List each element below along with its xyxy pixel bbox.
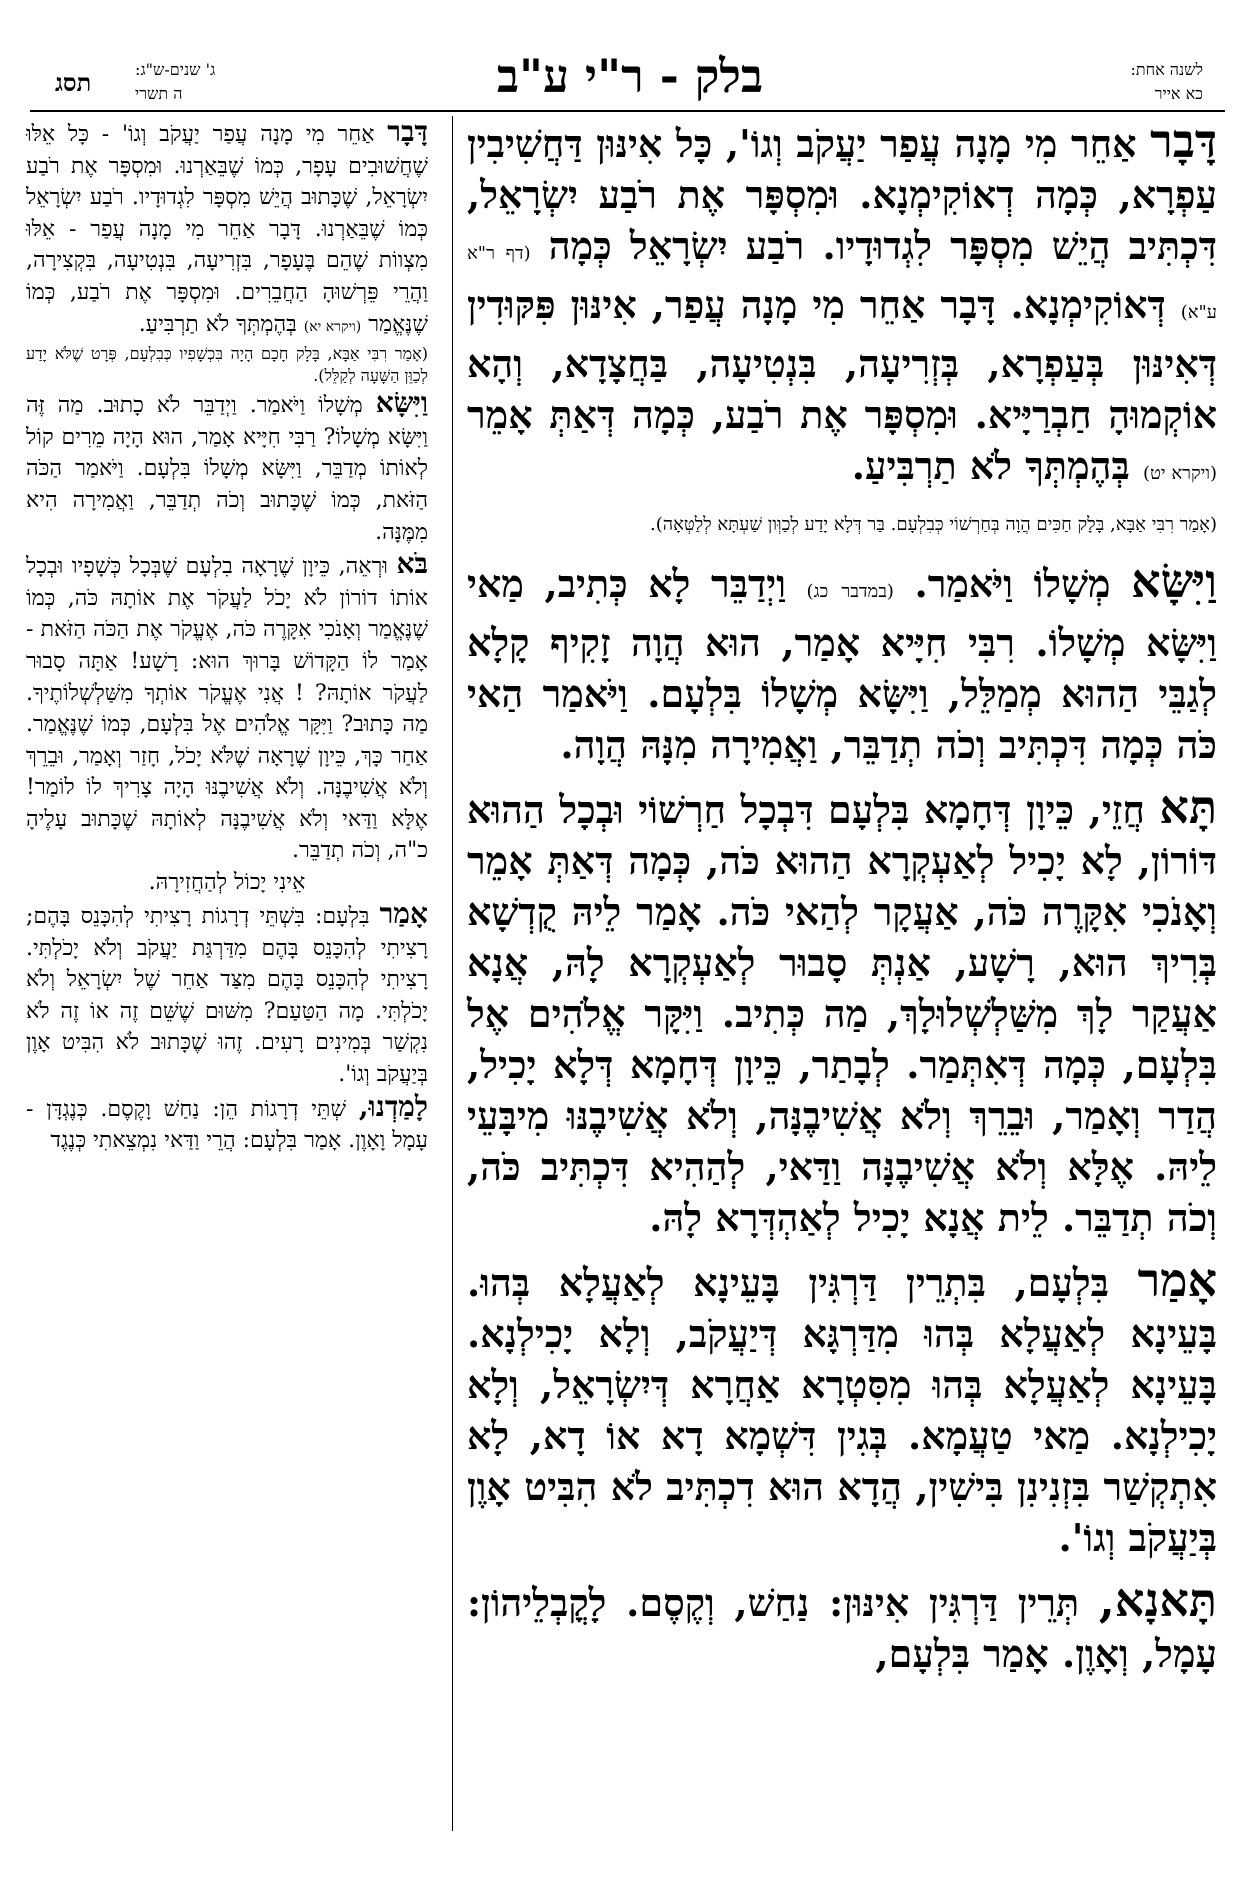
side-paragraph <box>26 387 428 548</box>
paragraph-lead-word: בֹּא <box>396 547 428 581</box>
paragraph-lead-word: דָּבָר <box>1150 114 1217 168</box>
source-reference: (ויקרא יט) <box>1143 463 1217 484</box>
source-reference: (ויקרא יא) <box>303 318 362 335</box>
reading-schedule-one-year <box>983 58 1203 106</box>
paragraph-text: אַחֵר מִי מָנָה עֲפַר יַעֲקֹב וְגוֹ' - כָּל אֵלּוּ שֶׁחֲשׁוּבִים עָפָר, כְּמוֹ שֶׁבֵּאַרְנוּ. וּמִסְפָּר אֶת רֹבַע יִשְׂרָאֵל, שֶׁכָּתוּב הֲיֵשׁ מִסְפָּר לִגְדוּדָיו. רֹבַע יִשְׂרָאֵל כְּמוֹ שֶׁבֵּאַרְנוּ. דָּבָר אַחֵר מִי מָנָה עֲפַר - אֵלּוּ מִצְווֹת שֶׁהֵם בֶּעָפָר, בִּזְרִיעָה, בִּנְטִיעָה, בִּקְצִירָה, וַהֲרֵי פֵּרְשׁוּהָ הַחֲבֵרִים. וּמִסְפָּר אֶת רֹבַע, כְּמוֹ שֶׁנֶּאֱמַר <box>26 122 428 337</box>
side-paragraph <box>26 548 428 867</box>
schedule-label: לשנה אחת: <box>1130 60 1203 79</box>
page-header <box>0 0 1253 116</box>
main-paragraph <box>467 782 1217 1243</box>
paragraph-text: בִּלְעָם: בִּשְׁתֵּי דְרָגוֹת רָצִיתִי לְהִכָּנֵס בָּהֶם; רָצִיתִי לְהִכָּנֵס בָּהֶם מִדַּרְגַּת יַעֲקֹב וְלֹא יָכֹלְתִּי. רָצִיתִי לְהִכָּנֵס בָּהֶם מִצַּד אַחֵר שֶׁל יִשְׂרָאֵל וְלֹא יָכֹלְתִּי. מָה הַטַּעַם? מִשּׁוּם שֶׁשֵּׁם זֶה אוֹ זֶה לֹא נִקְשַׁר בְּמִינִים רָעִים. זֶהוּ שֶׁכָּתוּב לֹא הִבִּיט אָוֶן בְּיַעֲקֹב וְגוֹ'. <box>26 904 428 1088</box>
paragraph-text: חֲזֵי, כֵּיוָן דְּחָמָא בִּלְעָם דִּבְכָל חַרְשׁוֹי וּבְכָל הַהוּא דּוֹרוֹן, לָא יָכִיל לְאַעְקְרָא הַהוּא כֹּה, כְּמָה דְּאַתְּ אָמֵר וְאָנֹכִי אִקָּרֶה כֹּה, אַעֲקָר לְהַאי כֹּה. אָמַר לֵיהּ קֻדְשָׁא בְּרִיךְ הוּא, רָשָׁע, אַנְתְּ סָבוּר לְאַעְקְרָא לָהּ, אֲנָא אַעֲקַר לָךְ מִשַּׁלְשְׁלוּלָךְ, מַה כְּתִיב. וַיִּקָּר אֱלֹהִים אֶל בִּלְעָם, כְּמָה דְּאִתְּמַר. לְבָתַר, כֵּיוָן דְּחָמָא דְּלָא יָכִיל, הֲדַר וְאָמַר, וּבֵרֵךְ וְלֹא אֲשִׁיבֶנָּה, וְלֹא אֲשִׁיבֶנּוּ מִיבָּעֵי לֵיהּ. אֶלָּא וְלֹא אֲשִׁיבֶנָּה וַדַּאי, לְהַהִיא דִּכְתִּיב כֹּה, וְכֹה תְדַבֵּר. לֵית אֲנָא יָכִיל לְאַהְדְּרָא לָהּ. <box>467 787 1217 1240</box>
paragraph-text: דְּאוֹקִימְנָא. דָּבָר אַחֵר מִי מָנָה עֲפַר, אִינּוּן פִּקּוּדִין דְּאִינּוּן בְּעַפְרָא, בְּזְרִיעָה, בִּנְטִיעָה, בַּחֲצָדָא, וְהָא אוֹקְמוּהָ חַבְרַיָּיא. וּמִסְפָּר אֶת רֹבַע, כְּמָה דְּאַתְּ אָמֵר <box>467 282 1217 437</box>
schedule-label: ג' שנים-ש"ג: <box>135 60 216 79</box>
main-paragraph <box>467 1255 1217 1563</box>
page-number: תסג <box>55 68 92 97</box>
main-paragraph <box>467 1575 1217 1679</box>
main-paragraph <box>467 116 1217 499</box>
paragraph-lead-word: אָמַר <box>379 897 428 931</box>
header-rule <box>30 110 1225 112</box>
source-reference: (דף ר"א ע"א) <box>467 243 1217 323</box>
paragraph-lead-word: תָּאנָא, <box>1098 1573 1217 1627</box>
source-reference: (במדבר כג) <box>806 581 894 602</box>
side-centered-line: אֵינִי יָכוֹל לְהַחֲזִירָהּ. <box>148 870 306 896</box>
paragraph-text: מְשָׁלוֹ וַיֹּאמַר. וַיְדַבֵּר לֹא כָתוּב. מַה זֶּה וַיִּשָּׂא מְשָׁלוֹ? רַבִּי חִיָּיא אָמַר, הוּא הָיָה מֵרִים קוֹל לְאוֹתוֹ מְדַבֵּר, וַיִּשָּׂא מְשָׁלוֹ בִּלְעָם. וַיֹּאמַר הַכֹּה הַזֹּאת, כְּמוֹ שֶׁכָּתוּב וְכֹה תְדַבֵּר, וַאֲמִירָה הִיא מִמֶּנָּה. <box>26 393 428 545</box>
paragraph-lead-word: וַיִּשָּׂא <box>375 386 428 420</box>
paragraph-text: וַיְדַבֵּר לָא כְּתִיב, מַאי וַיִּשָּׂא מְשָׁלוֹ. רִבִּי חִיָּיא אָמַר, הוּא הֲוָה זָקִיף קָלָא לְגַבֵּי הַהוּא מְמַלֵּל, וַיִּשָּׂא מְשָׁלוֹ בִּלְעָם. וַיֹּאמַר הַאי כֹּה כְּמָה דִּכְתִּיב וְכֹה תְדַבֵּר, וַאֲמִירָה מִנָּהּ הֲוָה. <box>467 561 1217 767</box>
paragraph-text: בְּהֶמְתְּךָ לֹא תַרְבִּיעַ. <box>138 311 304 337</box>
side-column-translation <box>26 116 428 1157</box>
side-paragraph <box>26 1091 428 1157</box>
paragraph-text: וּרְאֵה, כֵּיוָן שֶׁרָאָה בִלְעָם שֶׁבְּכָל כְּשָׁפָיו וּבְכָל אוֹתוֹ דוֹרוֹן לֹא יָכֹל לַעֲקֹר אֶת אוֹתָהּ כֹּה, כְּמוֹ שֶׁנֶּאֱמַר וְאָנֹכִי אִקָּרֶה כֹּה, אֶעֱקֹר אֶת הַכֹּה הַזֹּאת - אָמַר לוֹ הַקָּדוֹשׁ בָּרוּךְ הוּא: רָשָׁע! אַתָּה סָבוּר לַעֲקֹר אוֹתָהּ? ! אֲנִי אֶעֱקֹר אוֹתְךָ מִשַּׁלְשְׁלוֹתֶיךָ. מַה כָּתוּב? וַיִּקָּר אֱלֹהִים אֶל בִּלְעָם, כְּמוֹ שֶׁנֶּאֱמַר. אַחַר כָּךְ, כֵּיוָן שֶׁרָאָה שֶׁלֹּא יָכֹל, חָזַר וְאָמַר, וּבֵרֵךְ וְלֹא אֲשִׁיבֶנָּה. וְלֹא אֲשִׁיבֶנּוּ הָיָה צָרִיךְ לוֹ לוֹמַר! אֶלָּא וַדַּאי וְלֹא אֲשִׁיבֶנָּה לְאוֹתָהּ שֶׁכָּתוּב עָלֶיהָ כ"ה, וְכֹה תְדַבֵּר. <box>26 554 428 864</box>
paragraph-lead-word: דָּבָר <box>387 115 428 148</box>
schedule-date: כא אייר <box>1154 84 1203 103</box>
paragraph-lead-word: אָמַר <box>1137 1253 1217 1307</box>
paragraph-text: מְשָׁלוֹ וַיֹּאמַר. <box>893 561 1132 606</box>
paragraph-lead-word: לָמַדְנוּ, <box>358 1089 428 1123</box>
reading-schedule-three-years <box>135 58 355 106</box>
main-column-aramaic <box>467 116 1217 1691</box>
column-divider <box>452 116 453 1831</box>
paragraph-lead-word: וַיִּשָּׂא <box>1131 554 1218 608</box>
side-paragraph <box>26 116 428 343</box>
paragraph-text: תְּרֵין דַּרְגִּין אִינּוּן: נַחַשׁ, וְקֶסֶם. לָקֳבְלֵיהוֹן: עָמָל, וְאָוֶן. אָמַר בִּלְעָם, <box>467 1580 1217 1676</box>
main-note: (אָמַר רִבִּי אַבָּא, בָּלָק חַכִּים הֲוָה בְּחַרְשׁוֹי כְּבִלְעָם. בַּר דְּלָא יָדַע לְכַוְּון שַׁעְתָּא לְלַטְּאָה). <box>650 514 1217 535</box>
main-paragraph <box>467 556 1217 770</box>
side-note: (אָמַר רִבִּי אַבָּא, בָּלָק חָכָם הָיָה בִּכְשָׁפִיו כְּבִלְעָם, פְּרָט שֶׁלֹּא יָדַע לְכַוֵּן הַשָּׁעָה לְקַלֵּל). <box>26 344 428 386</box>
paragraph-text: אַחֵר מִי מָנָה עֲפַר יַעֲקֹב וְגוֹ', כָּל אִינּוּן דַּחֲשִׁיבִין עַפְרָא, כְּמָה דְאוֹקִימְנָא. וּמִסְפָּר אֶת רֹבַע יִשְׂרָאֵל, דִּכְתִּיב הֲיֵשׁ מִסְפָּר לִגְדוּדָיו. רֹבַע יִשְׂרָאֵל כְּמָה <box>467 121 1217 268</box>
paragraph-text: בְּהֶמְתְּךָ לֹא תַרְבִּיעַ. <box>851 443 1144 488</box>
page-title: בלק - ר"י ע"ב <box>496 49 764 103</box>
schedule-date: ה תשרי <box>135 84 183 103</box>
paragraph-text: שְׁתֵּי דְרָגוֹת הֵן: נַחַשׁ וָקֶסֶם. כְּנֶגְדָּן - עָמָל וָאָוֶן. אָמַר בִּלְעָם: הֲרֵי וַדַּאי נִמְצֵאתִי כְּנֶגֶד <box>26 1096 428 1154</box>
paragraph-text: בִּלְעָם, בִּתְרֵין דַּרְגִּין בָּעֵינָא לְאַעֲלָא בְּהוּ. בָּעֵינָא לְאַעֲלָא בְּהוּ מִדַּרְגָּא דְּיַעֲקֹב, וְלָא יָכִילְנָא. בָּעֵינָא לְאַעֲלָא בְּהוּ מִסִּטְרָא אַחֲרָא דְּיִשְׂרָאֵל, וְלָא יָכִילְנָא. מַאי טַעֲמָא. בְּגִין דִּשְׁמָא דָא אוֹ דָא, לָא אִתְקְשַׁר בִּזְנִינִן בִּישִׁין, הֲדָא הוּא דִכְתִּיב לֹא הִבִּיט אָוֶן בְּיַעֲקֹב וְגוֹ'. <box>467 1260 1217 1560</box>
paragraph-lead-word: תָּא <box>1159 780 1217 834</box>
side-paragraph <box>26 898 428 1091</box>
